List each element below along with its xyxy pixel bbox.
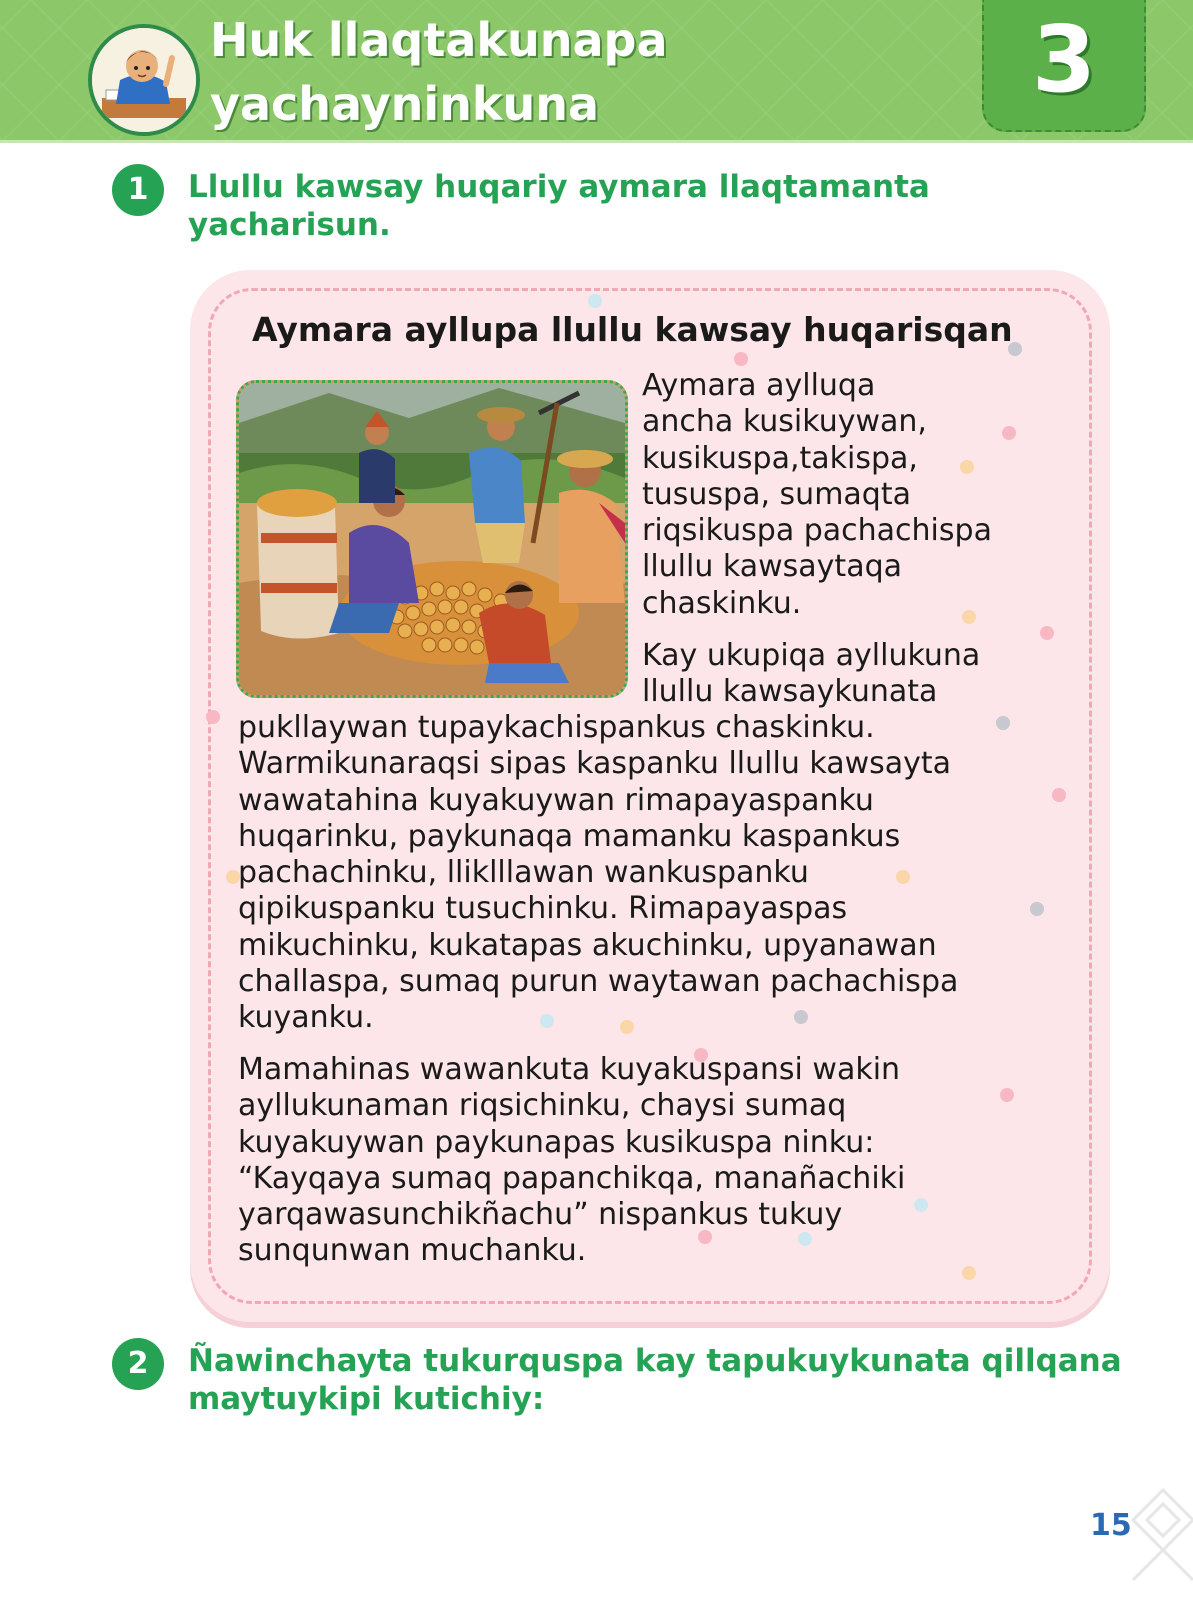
question-1-number: 1 bbox=[112, 164, 164, 216]
question-2-number: 2 bbox=[112, 1338, 164, 1390]
story-p1-line: Aymara aylluqa bbox=[642, 368, 876, 403]
decor-dot bbox=[588, 294, 602, 308]
story-p3-line: Mamahinas wawankuta kuyakuspansi wakin bbox=[238, 1052, 901, 1087]
question-1-line-1: Llullu kawsay huqariy aymara llaqtamanta bbox=[188, 169, 930, 205]
question-1-line-2: yacharisun. bbox=[188, 207, 391, 243]
story-paragraph-3 bbox=[238, 1052, 905, 1270]
story-p2-line: kuyanku. bbox=[238, 1000, 374, 1036]
unit-title-line-2: yachayninkuna bbox=[210, 77, 600, 131]
decor-dot bbox=[1030, 902, 1044, 916]
story-p2-line: llullu kawsaykunata bbox=[642, 674, 938, 710]
decor-dot bbox=[962, 1266, 976, 1280]
story-p1-line: ancha kusikuywan, bbox=[642, 404, 927, 440]
story-p1-line: llullu kawsaytaqa bbox=[642, 549, 903, 585]
decor-dot bbox=[734, 352, 748, 366]
story-p1-line: tususpa, sumaqta bbox=[642, 476, 911, 512]
story-p2-line: wawatahina kuyakuywan rimapayaspanku bbox=[238, 782, 874, 818]
question-1-text bbox=[188, 168, 930, 244]
decor-dot bbox=[1000, 1088, 1014, 1102]
question-2-line-2: maytuykipi kutichiy: bbox=[188, 1381, 545, 1417]
corner-diamond-decoration bbox=[1128, 1480, 1193, 1590]
unit-title bbox=[210, 8, 667, 136]
story-p2-line: Kay ukupiqa ayllukuna bbox=[642, 638, 981, 673]
unit-header bbox=[0, 0, 1193, 143]
story-p1-line: chaskinku. bbox=[642, 585, 802, 621]
child-reading-illustration bbox=[92, 28, 196, 132]
story-p2-line: challaspa, sumaq purun waytawan pachachispa bbox=[238, 964, 959, 1000]
decor-dot bbox=[1052, 788, 1066, 802]
story-p1-line: kusikuspa,takispa, bbox=[642, 440, 918, 476]
story-title: Aymara ayllupa llullu kawsay huqarisqan bbox=[252, 310, 1013, 349]
story-paragraph-2-top bbox=[642, 638, 1102, 711]
story-p3-line: yarqawasunchikñachu” nispankus tukuy bbox=[238, 1197, 843, 1233]
page-number: 15 bbox=[1090, 1508, 1132, 1543]
story-p2-line: pukllaywan tupaykachispankus chaskinku. bbox=[238, 710, 875, 745]
unit-number: 3 bbox=[1031, 6, 1096, 113]
story-p3-line: kuyakuywan paykunapas kusikuspa ninku: bbox=[238, 1124, 875, 1160]
potato-harvest-scene bbox=[239, 383, 625, 695]
story-p2-line: huqarinku, paykunaqa mamanku kaspankus bbox=[238, 818, 901, 854]
story-p1-line: riqsikuspa pachachispa bbox=[642, 513, 992, 549]
student-avatar bbox=[88, 24, 200, 136]
decor-dot bbox=[914, 1198, 928, 1212]
decor-dot bbox=[996, 716, 1010, 730]
story-p2-line: mikuchinku, kukatapas akuchinku, upyanawan bbox=[238, 927, 937, 963]
question-2-line-1: Ñawinchayta tukurquspa kay tapukuykunata qillqana bbox=[188, 1343, 1122, 1379]
story-paragraph-1 bbox=[642, 368, 1102, 622]
story-p3-line: sunqunwan muchanku. bbox=[238, 1233, 587, 1269]
story-p3-line: ayllukunaman riqsichinku, chaysi sumaq bbox=[238, 1088, 847, 1124]
story-p2-line: pachachinku, lliklllawan wankuspanku bbox=[238, 855, 809, 891]
unit-number-tab bbox=[982, 0, 1146, 132]
story-card bbox=[190, 270, 1110, 1322]
story-p2-line: Warmikunaraqsi sipas kaspanku llullu kawsayta bbox=[238, 746, 952, 782]
unit-title-line-1: Huk llaqtakunapa bbox=[210, 13, 668, 67]
potato-harvest-illustration bbox=[236, 380, 628, 698]
story-p3-line: “Kayqaya sumaq papanchikqa, manañachiki bbox=[238, 1160, 906, 1196]
question-2-text bbox=[188, 1342, 1122, 1418]
story-paragraph-2 bbox=[238, 710, 958, 1037]
decor-dot bbox=[206, 710, 220, 724]
story-p2-line: qipikuspanku tusuchinku. Rimapayaspas bbox=[238, 891, 848, 927]
